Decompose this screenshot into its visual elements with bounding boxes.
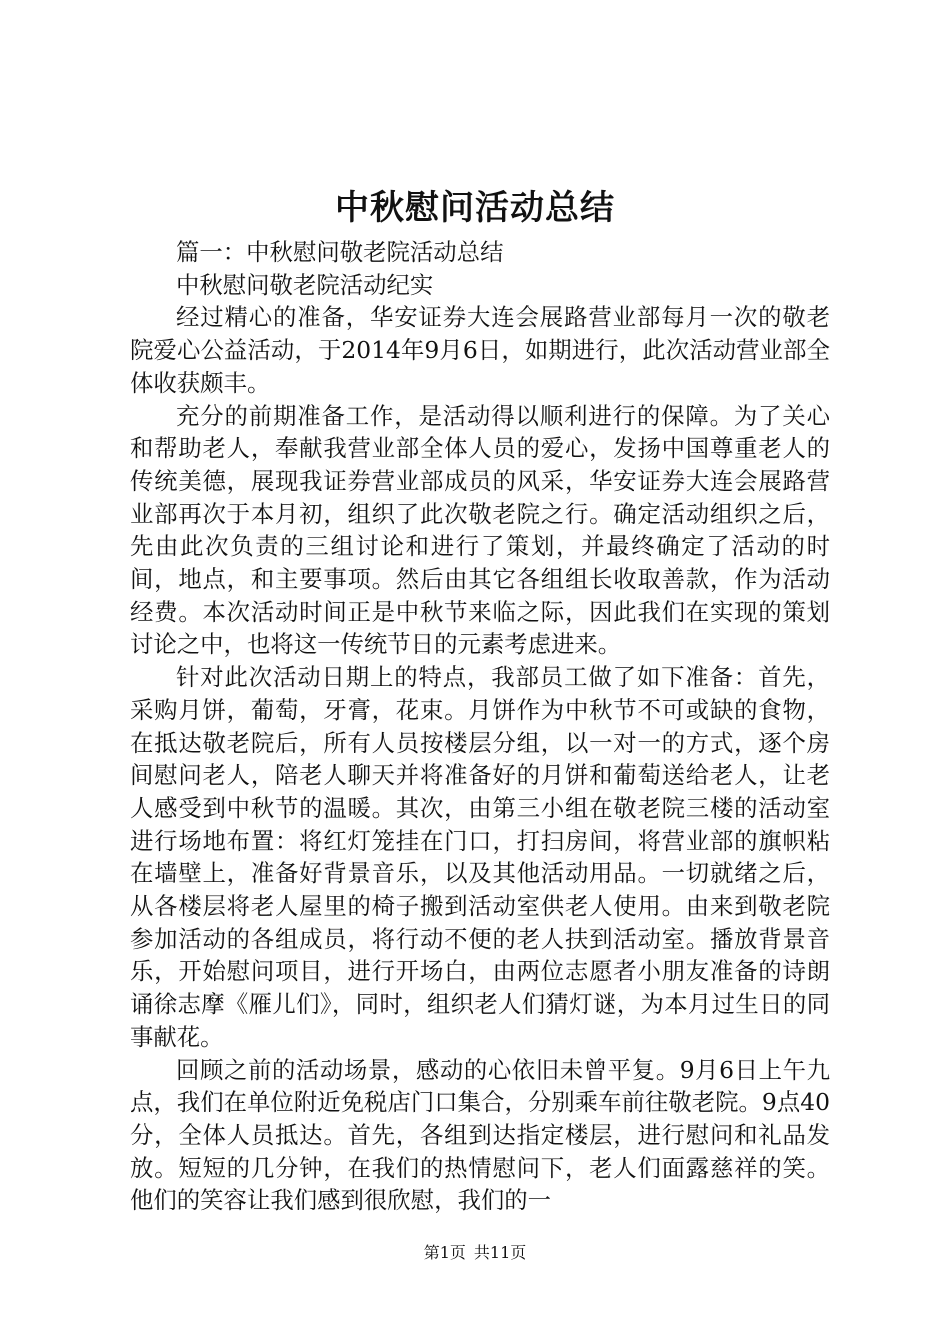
- paragraph: 充分的前期准备工作，是活动得以顺利进行的保障。为了关心和帮助老人，奉献我营业部全体人员的爱心，发扬中国尊重老人的传统美德，展现我证券营业部成员的风采，华安证券大连会展路营业部再次于本月初，组织了此次敬老院之行。确定活动组织之后，先由此次负责的三组讨论和进行了策划，并最终确定了活动的时间，地点，和主要事项。然后由其它各组组长收取善款，作为活动经费。本次活动时间正是中秋节来临之际，因此我们在实现的策划讨论之中，也将这一传统节日的元素考虑进来。: [130, 401, 830, 659]
- page-number: 第1页: [423, 1243, 466, 1262]
- document-body: [130, 236, 830, 1217]
- paragraph: 针对此次活动日期上的特点，我部员工做了如下准备：首先，采购月饼，葡萄，牙膏，花束。月饼作为中秋节不可或缺的食物，在抵达敬老院后，所有人员按楼层分组，以一对一的方式，逐个房间慰问老人，陪老人聊天并将准备好的月饼和葡萄送给老人，让老人感受到中秋节的温暖。其次，由第三小组在敬老院三楼的活动室进行场地布置：将红灯笼挂在门口，打扫房间，将营业部的旗帜粘在墙壁上，准备好背景音乐，以及其他活动用品。一切就绪之后，从各楼层将老人屋里的椅子搬到活动室供老人使用。由来到敬老院参加活动的各组成员，将行动不便的老人扶到活动室。播放背景音乐，开始慰问项目，进行开场白，由两位志愿者小朋友准备的诗朗诵徐志摩《雁儿们》，同时，组织老人们猜灯谜，为本月过生日的同事献花。: [130, 663, 830, 1051]
- page-total: 共11页: [473, 1243, 527, 1262]
- document-title: 中秋慰问活动总结: [335, 188, 615, 228]
- paragraph: 经过精心的准备，华安证券大连会展路营业部每月一次的敬老院爱心公益活动，于2014年9月6日，如期进行，此次活动营业部全体收获颇丰。: [130, 303, 830, 397]
- section-heading: 篇一：中秋慰问敬老院活动总结: [176, 238, 504, 266]
- page-footer: [0, 1242, 950, 1264]
- section-subheading: 中秋慰问敬老院活动纪实: [176, 270, 434, 299]
- paragraph: 回顾之前的活动场景，感动的心依旧未曾平复。9月6日上午九点，我们在单位附近免税店门口集合，分别乘车前往敬老院。9点40分，全体人员抵达。首先，各组到达指定楼层，进行慰问和礼品发放。短短的几分钟，在我们的热情慰问下，老人们面露慈祥的笑。他们的笑容让我们感到很欣慰，我们的一: [130, 1055, 830, 1215]
